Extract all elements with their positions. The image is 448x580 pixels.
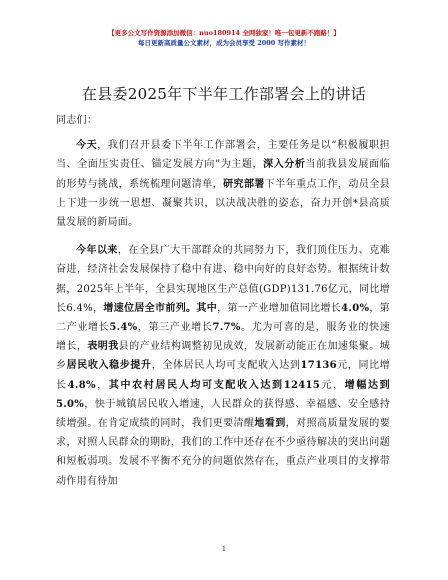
p2-run-7: ，第三产业增长 bbox=[137, 322, 213, 334]
p2-run-15: 元，同比增长 bbox=[56, 360, 391, 391]
paragraph-2 bbox=[56, 241, 390, 491]
p2-run-14: 17136 bbox=[300, 360, 337, 372]
p2-run-22: 地看到 bbox=[254, 418, 286, 430]
p2-run-17: ， bbox=[95, 379, 109, 391]
banner-promo-line: 【更多公文写作资源添加微信：nuo180914 全网独家！唯一包更新不跑路！】 bbox=[108, 29, 340, 37]
greeting: 同志们： bbox=[56, 115, 98, 126]
p2-run-6: 5.4% bbox=[109, 322, 138, 334]
p2-run-3: ，第一产业增加值同比增长 bbox=[217, 302, 342, 314]
p1-run-1: ，我们召开县委下半年工作部署会，主要任务是以“积极履职担当、全面压实责任、锚定发展方向”为主题， bbox=[56, 140, 390, 171]
p2-run-10: 表明我 bbox=[87, 341, 119, 353]
p1-run-0: 今天 bbox=[76, 140, 98, 152]
p2-run-2: 增速位居全市前列。其中 bbox=[103, 302, 218, 314]
p2-run-20: 增幅达到5.0% bbox=[56, 379, 390, 410]
p1-run-2: 深入分析 bbox=[263, 159, 306, 171]
document-title: 在县委2025年下半年工作部署会上的讲话 bbox=[81, 85, 367, 103]
p1-run-5: 下半年重点工作，动员全县上下进一步统一思想、凝聚共识，以决战决胜的姿态，奋力开创*县高质量发展的新局面。 bbox=[56, 178, 390, 229]
p2-run-13: ，全体居民人均可支配收入达到 bbox=[151, 360, 301, 372]
p2-run-16: 4.8% bbox=[67, 379, 96, 391]
document-body bbox=[56, 111, 390, 491]
p2-run-1: ，在全县广大干部群众的共同努力下，我们顶住压力、克难奋进，经济社会发展保持了稳中有进、稳中向好的良好态势。根据统计数据，2025年上半年，全县实现地区生产总值(GDP)131.76亿元，同比增长6.4%， bbox=[56, 245, 390, 314]
header-banner bbox=[0, 28, 448, 48]
p2-run-23: ，对照高质量发展的要求，对照人民群众的期盼，我们的工作中还存在不少亟待解决的突出问题和短板弱项。发展不平衡不充分的问题依然存在，重点产业项目的支撑带动作用有待加 bbox=[56, 418, 390, 487]
p2-run-5: ，第二产业增长 bbox=[56, 302, 390, 334]
p2-run-21: ，快于城镇居民收入增速，人民群众的获得感、幸福感、安全感持续增强。在肯定成绩的同时，我们更要清醒 bbox=[56, 398, 390, 430]
p2-run-4: 4.0% bbox=[341, 302, 370, 314]
p2-run-18: 其中农村居民人均可支配收入达到12415 bbox=[108, 379, 321, 391]
p2-run-8: 7.7% bbox=[212, 322, 241, 334]
banner-subscription-line: 每日更新高质量公文素材，成为会员享受 2000 写作素材！ bbox=[137, 39, 311, 47]
p2-run-9: 。尤为可喜的是，服务业的快速增长， bbox=[56, 322, 391, 353]
p1-run-3: 当前我县发展面临的形势与挑战，系统梳理问题清单， bbox=[56, 159, 390, 190]
page-number: 1 bbox=[221, 545, 227, 553]
paragraph-1 bbox=[56, 136, 390, 232]
p1-run-4: 研究部署 bbox=[223, 178, 265, 190]
p2-run-11: 县的产业结构调整初见成效，发展新动能正在加速集聚。城乡 bbox=[56, 341, 390, 372]
p2-run-0: 今年以来 bbox=[76, 245, 118, 257]
p2-run-19: 元， bbox=[320, 379, 345, 391]
p2-run-12: 居民收入稳步提升 bbox=[66, 360, 152, 372]
